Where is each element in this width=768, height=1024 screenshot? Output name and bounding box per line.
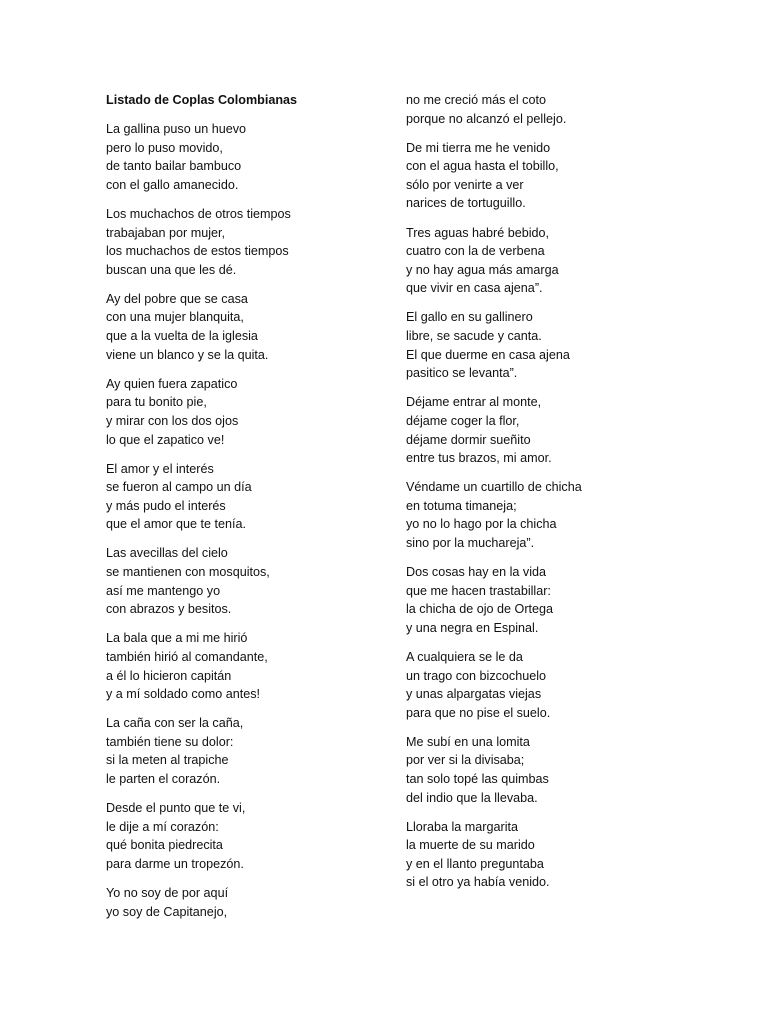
stanza	[406, 563, 706, 637]
stanza-line: Dos cosas hay en la vida	[406, 565, 547, 580]
stanza-line: pasitico se levanta”.	[406, 366, 518, 381]
stanza-line: en totuma timaneja;	[406, 498, 517, 513]
stanza-line: déjame dormir sueñito	[406, 432, 531, 447]
stanza-line: trabajaban por mujer,	[106, 225, 226, 240]
stanza-line: Las avecillas del cielo	[106, 546, 228, 561]
stanza-line: La bala que a mi me hirió	[106, 631, 248, 646]
stanza-line: con el agua hasta el tobillo,	[406, 159, 559, 174]
stanza-line: con abrazos y besitos.	[106, 602, 232, 617]
stanza	[106, 884, 406, 921]
stanza	[106, 799, 406, 873]
stanza-line: que el amor que te tenía.	[106, 517, 247, 532]
stanza-line: sino por la muchareja”.	[406, 535, 535, 550]
stanza-line: se mantienen con mosquitos,	[106, 565, 270, 580]
stanza-line: y a mí soldado como antes!	[106, 687, 261, 702]
stanza-line: y unas alpargatas viejas	[406, 687, 542, 702]
stanza-line: también tiene su dolor:	[106, 734, 234, 749]
stanza-line: A cualquiera se le da	[406, 649, 523, 664]
stanza	[406, 308, 706, 382]
stanza-line: y una negra en Espinal.	[406, 620, 539, 635]
stanza	[406, 818, 706, 892]
stanza-line: así me mantengo yo	[106, 583, 221, 598]
stanza-line: Lloraba la margarita	[406, 819, 519, 834]
stanza-line: también hirió al comandante,	[106, 649, 268, 664]
stanza-line: tan solo topé las quimbas	[406, 772, 549, 786]
stanza-line: Ay quien fuera zapatico	[106, 376, 238, 391]
stanza-line: El que duerme en casa ajena	[406, 347, 570, 362]
stanza-line: no me creció más el coto	[406, 93, 546, 107]
stanza-line: los muchachos de estos tiempos	[106, 244, 289, 259]
stanza-line: para darme un tropezón.	[106, 856, 244, 871]
stanza	[406, 224, 706, 298]
stanza-line: déjame coger la flor,	[406, 413, 520, 428]
stanza-line: De mi tierra me he venido	[406, 140, 551, 155]
stanza-line: viene un blanco y se la quita.	[106, 347, 269, 362]
stanza-line: si el otro ya había venido.	[406, 875, 550, 890]
stanza	[106, 375, 406, 449]
stanza-line: un trago con bizcochuelo	[406, 668, 547, 683]
stanza-line: buscan una que les dé.	[106, 262, 237, 277]
stanza-line: Déjame entrar al monte,	[406, 395, 542, 410]
stanza-line: sólo por venirte a ver	[406, 177, 524, 192]
stanza	[106, 629, 406, 703]
document-title: Listado de Coplas Colombianas	[106, 93, 298, 107]
stanza	[406, 733, 706, 807]
stanza-line: por ver si la divisaba;	[406, 753, 525, 768]
stanza-line: que a la vuelta de la iglesia	[106, 329, 258, 344]
stanza-line: La gallina puso un huevo	[106, 122, 247, 137]
stanza-line: Véndame un cuartillo de chicha	[406, 480, 582, 495]
stanza-line: Tres aguas habré bebido,	[406, 225, 550, 240]
stanza-line: porque no alcanzó el pellejo.	[406, 111, 567, 126]
stanza-line: para que no pise el suelo.	[406, 705, 551, 720]
stanza-line: a él lo hicieron capitán	[106, 668, 232, 683]
stanza	[406, 91, 706, 128]
stanza-line: la muerte de su marido	[406, 838, 535, 853]
right-stanzas	[406, 91, 706, 892]
stanza-line: entre tus brazos, mi amor.	[406, 451, 552, 466]
stanza	[406, 139, 706, 213]
stanza-line: se fueron al campo un día	[106, 480, 252, 495]
right-column	[406, 91, 706, 903]
stanza-line: le parten el corazón.	[106, 772, 221, 786]
stanza-line: con el gallo amanecido.	[106, 177, 239, 192]
stanza-line: Yo no soy de por aquí	[106, 885, 229, 900]
stanza-line: y en el llanto preguntaba	[406, 856, 544, 871]
stanza-line: si la meten al trapiche	[106, 753, 229, 768]
stanza-line: le dije a mí corazón:	[106, 819, 219, 834]
stanza-line: Los muchachos de otros tiempos	[106, 206, 291, 221]
left-stanzas	[106, 120, 406, 921]
stanza	[106, 714, 406, 788]
stanza	[106, 120, 406, 194]
stanza	[406, 393, 706, 467]
stanza	[106, 205, 406, 279]
stanza-line: pero lo puso movido,	[106, 140, 223, 155]
stanza-line: La caña con ser la caña,	[106, 716, 244, 731]
stanza-line: yo soy de Capitanejo,	[106, 904, 228, 919]
stanza-line: Me subí en una lomita	[406, 734, 530, 749]
stanza-line: que vivir en casa ajena”.	[406, 281, 543, 296]
stanza-line: narices de tortuguillo.	[406, 196, 526, 211]
stanza-line: cuatro con la de verbena	[406, 244, 545, 259]
stanza-line: yo no lo hago por la chicha	[406, 517, 557, 532]
stanza-line: El gallo en su gallinero	[406, 310, 533, 325]
left-column	[106, 91, 406, 932]
stanza-line: Desde el punto que te vi,	[106, 801, 246, 816]
stanza-line: con una mujer blanquita,	[106, 310, 244, 325]
stanza-line: la chicha de ojo de Ortega	[406, 602, 554, 617]
stanza-line: lo que el zapatico ve!	[106, 432, 225, 447]
stanza-line: del indio que la llevaba.	[406, 790, 538, 805]
stanza	[106, 544, 406, 618]
stanza-line: y más pudo el interés	[106, 498, 226, 513]
stanza-line: Ay del pobre que se casa	[106, 291, 248, 306]
stanza-line: y no hay agua más amarga	[406, 262, 559, 277]
stanza-line: que me hacen trastabillar:	[406, 583, 551, 598]
stanza-line: para tu bonito pie,	[106, 395, 207, 410]
stanza-line: qué bonita piedrecita	[106, 838, 223, 853]
stanza	[406, 648, 706, 722]
stanza-line: de tanto bailar bambuco	[106, 159, 242, 174]
stanza	[106, 460, 406, 534]
stanza-line: El amor y el interés	[106, 461, 214, 476]
stanza-line: y mirar con los dos ojos	[106, 413, 239, 428]
stanza	[106, 290, 406, 364]
stanza-line: libre, se sacude y canta.	[406, 329, 542, 344]
stanza	[406, 478, 706, 552]
